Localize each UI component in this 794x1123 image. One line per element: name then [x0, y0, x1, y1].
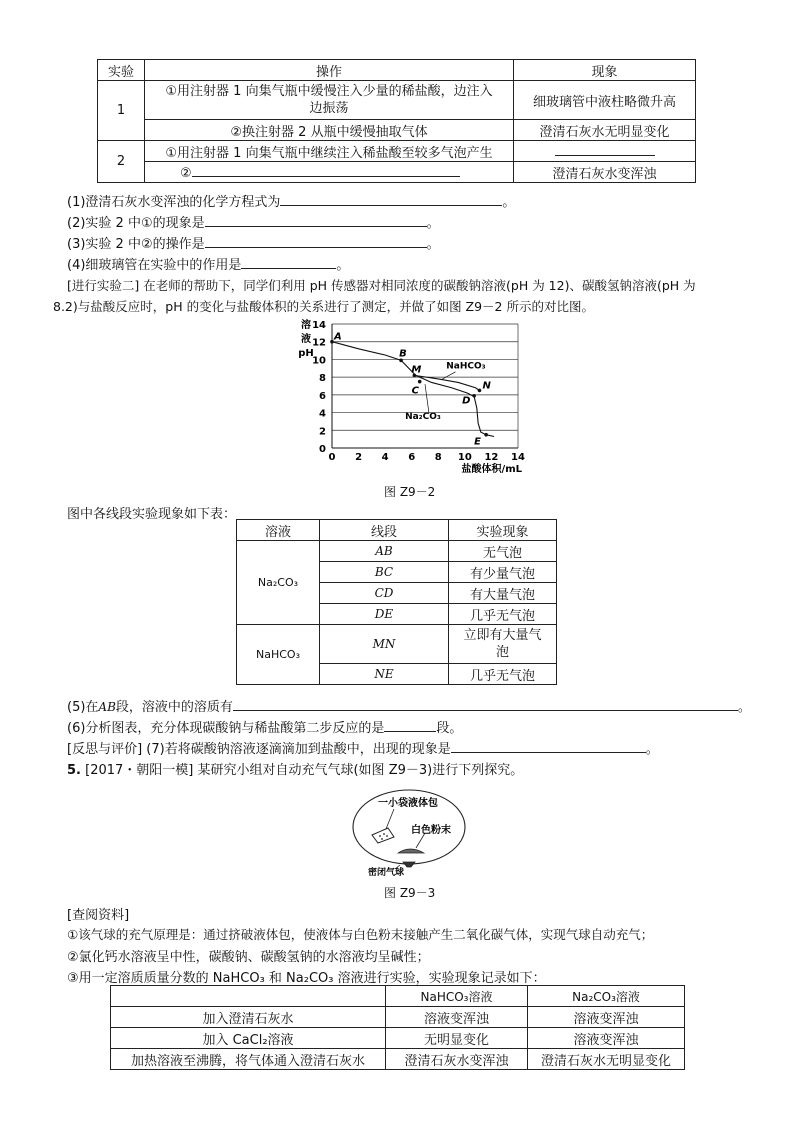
table-cell: 加入 CaCl₂溶液 — [111, 1028, 386, 1049]
leader-line — [441, 372, 456, 380]
answer-blank — [384, 719, 436, 732]
experiment-table — [97, 59, 696, 183]
x-tick-label: 12 — [484, 452, 499, 463]
table-cell: 澄清石灰水无明显变化 — [514, 120, 696, 141]
nahco3-curve — [414, 375, 479, 390]
x-tick-label: 14 — [511, 452, 525, 463]
x-tick-label: 0 — [328, 452, 336, 463]
segment-label: BC — [320, 562, 449, 583]
y-axis-label: 溶 — [301, 320, 311, 331]
info-item-3: ③用一定溶质质量分数的 NaHCO₃ 和 Na₂CO₃ 溶液进行实验，实验现象记录如下： — [67, 971, 546, 986]
table-cell: 澄清石灰水变浑浊 — [386, 1049, 528, 1070]
answer-blank — [555, 143, 655, 156]
y-tick-label: 14 — [312, 320, 326, 331]
leader-line — [425, 384, 429, 413]
answer-blank — [205, 214, 427, 227]
table-cell: 立即有大量气 泡 — [449, 625, 557, 664]
point-label: E — [474, 436, 481, 448]
table-cell: ② — [145, 162, 514, 183]
balloon-figure — [350, 785, 470, 880]
segment-label: DE — [320, 604, 449, 625]
table-cell: 溶液变浑浊 — [528, 1007, 685, 1028]
problem-5: 5. [2017・朝阳一模] 某研究小组对自动充气气球(如图 Z9－3)进行下列探究。 — [67, 763, 524, 778]
liquid-packet-icon — [372, 828, 394, 843]
table-cell: 细玻璃管中液柱略微升高 — [514, 81, 696, 120]
y-axis-label: pH — [298, 348, 314, 359]
packet-label: 一小袋液体包 — [378, 798, 438, 809]
table-cell: 无明显变化 — [386, 1028, 528, 1049]
point-label: D — [462, 395, 471, 407]
ph-chart — [296, 318, 536, 476]
table-cell: 溶液变浑浊 — [386, 1007, 528, 1028]
figure-caption: 图 Z9－3 — [384, 886, 436, 900]
answer-blank — [205, 235, 427, 248]
y-tick-label: 10 — [312, 355, 326, 367]
table-cell: 澄清石灰水变浑浊 — [514, 162, 696, 183]
answer-blank — [451, 740, 646, 753]
answer-blank — [280, 193, 502, 206]
table-cell: 加热溶液至沸腾，将气体通入澄清石灰水 — [111, 1049, 386, 1070]
answer-blank — [192, 164, 460, 177]
table-header — [111, 986, 386, 1007]
table-cell: ①用注射器 1 向集气瓶中继续注入稀盐酸至较多气泡产生 — [145, 141, 514, 162]
y-tick-label: 6 — [319, 390, 326, 402]
table-header: 操作 — [145, 60, 514, 81]
figure-caption: 图 Z9－2 — [384, 485, 436, 499]
solution-name: Na₂CO₃ — [237, 541, 320, 625]
nahco3-series-label: NaHCO₃ — [446, 361, 486, 372]
table-cell: 加入澄清石灰水 — [111, 1007, 386, 1028]
na2co3-series-label: Na₂CO₃ — [405, 411, 441, 422]
table-cell: ①用注射器 1 向集气瓶中缓慢注入少量的稀盐酸，边注入 边振荡 — [145, 81, 514, 120]
point-label: A — [334, 331, 342, 343]
point-label: M — [411, 364, 422, 376]
y-tick-label: 8 — [319, 373, 326, 385]
segment-label: MN — [320, 625, 449, 664]
point-marker — [478, 389, 482, 393]
table-cell: 无气泡 — [449, 541, 557, 562]
question-4: (4)细玻璃管在实验中的作用是 。 — [67, 258, 350, 273]
table-header: 实验 — [98, 60, 145, 81]
x-axis-label: 盐酸体积/mL — [461, 464, 522, 475]
table-cell: ②换注射器 2 从瓶中缓慢抽取气体 — [145, 120, 514, 141]
x-tick-label: 10 — [457, 452, 472, 463]
table-header: 实验现象 — [449, 520, 557, 541]
table-header: 溶液 — [237, 520, 320, 541]
segment-label: AB — [320, 541, 449, 562]
segment-label: NE — [320, 664, 449, 685]
y-tick-label: 12 — [312, 337, 326, 349]
point-marker — [484, 433, 488, 437]
exp-number: 2 — [98, 141, 145, 183]
balloon-knot-icon — [403, 862, 415, 867]
table-cell: 几乎无气泡 — [449, 664, 557, 685]
table-cell: 有少量气泡 — [449, 562, 557, 583]
experiment2-intro: [进行实验二] 在老师的帮助下，同学们利用 pH 传感器对相同浓度的碳酸钠溶液(pH 为 12)、碳酸氢钠溶液(pH 为 — [67, 278, 696, 293]
exp-number: 1 — [98, 81, 145, 141]
point-marker — [472, 394, 476, 398]
powder-label: 白色粉末 — [411, 825, 451, 836]
question-6: (6)分析图表，充分体现碳酸钠与稀盐酸第二步反应的是 段。 — [67, 721, 463, 736]
table-header: 现象 — [514, 60, 696, 81]
info-item-2: ②氯化钙水溶液呈中性，碳酸钠、碳酸氢钠的水溶液均呈碱性； — [67, 950, 430, 965]
info-item-1: ①该气球的充气原理是：通过挤破液体包，使液体与白色粉末接触产生二氧化碳气体，实现气球自动充气； — [67, 927, 654, 942]
y-tick-label: 4 — [319, 408, 326, 420]
balloon-label: 密闭气球 — [368, 868, 405, 878]
x-tick-label: 2 — [355, 452, 363, 463]
answer-blank — [241, 256, 336, 269]
powder-pile-icon — [398, 849, 424, 853]
table-cell: 澄清石灰水无明显变化 — [528, 1049, 685, 1070]
point-label: N — [482, 380, 491, 392]
x-tick-label: 8 — [434, 452, 442, 463]
x-tick-label: 4 — [381, 452, 389, 463]
y-axis-label: 液 — [301, 334, 311, 345]
table2-intro: 图中各线段实验现象如下表： — [67, 507, 237, 522]
answer-blank — [233, 698, 738, 711]
x-tick-label: 6 — [408, 452, 416, 463]
table-header: NaHCO₃溶液 — [386, 986, 528, 1007]
segment-label: CD — [320, 583, 449, 604]
question-5: (5)在AB段，溶液中的溶质有 。 — [67, 700, 751, 715]
table-cell: 几乎无气泡 — [449, 604, 557, 625]
table-header: Na₂CO₃溶液 — [528, 986, 685, 1007]
table-cell: 溶液变浑浊 — [528, 1028, 685, 1049]
table-header: 线段 — [320, 520, 449, 541]
question-7: [反思与评价] (7)若将碳酸钠溶液逐滴滴加到盐酸中，出现的现象是 。 — [67, 742, 659, 757]
question-3: (3)实验 2 中②的操作是 。 — [67, 237, 440, 252]
y-tick-label: 0 — [319, 444, 326, 455]
point-label: C — [411, 385, 420, 397]
question-2: (2)实验 2 中①的现象是 。 — [67, 216, 440, 231]
info-heading: [查阅资料] — [67, 908, 130, 923]
table-cell: 有大量气泡 — [449, 583, 557, 604]
question-1: (1)澄清石灰水变浑浊的化学方程式为 。 — [67, 195, 516, 210]
experiment2-intro-cont: 8.2)与盐酸反应时，pH 的变化与盐酸体积的关系进行了测定，并做了如图 Z9－2 所示的对比图。 — [53, 299, 594, 314]
comparison-table — [110, 985, 685, 1070]
segment-table — [236, 519, 557, 685]
solution-name: NaHCO₃ — [237, 625, 320, 685]
y-tick-label: 2 — [319, 426, 326, 438]
point-label: B — [399, 348, 407, 360]
answer-blank-cell — [514, 141, 696, 162]
point-marker — [418, 380, 422, 384]
